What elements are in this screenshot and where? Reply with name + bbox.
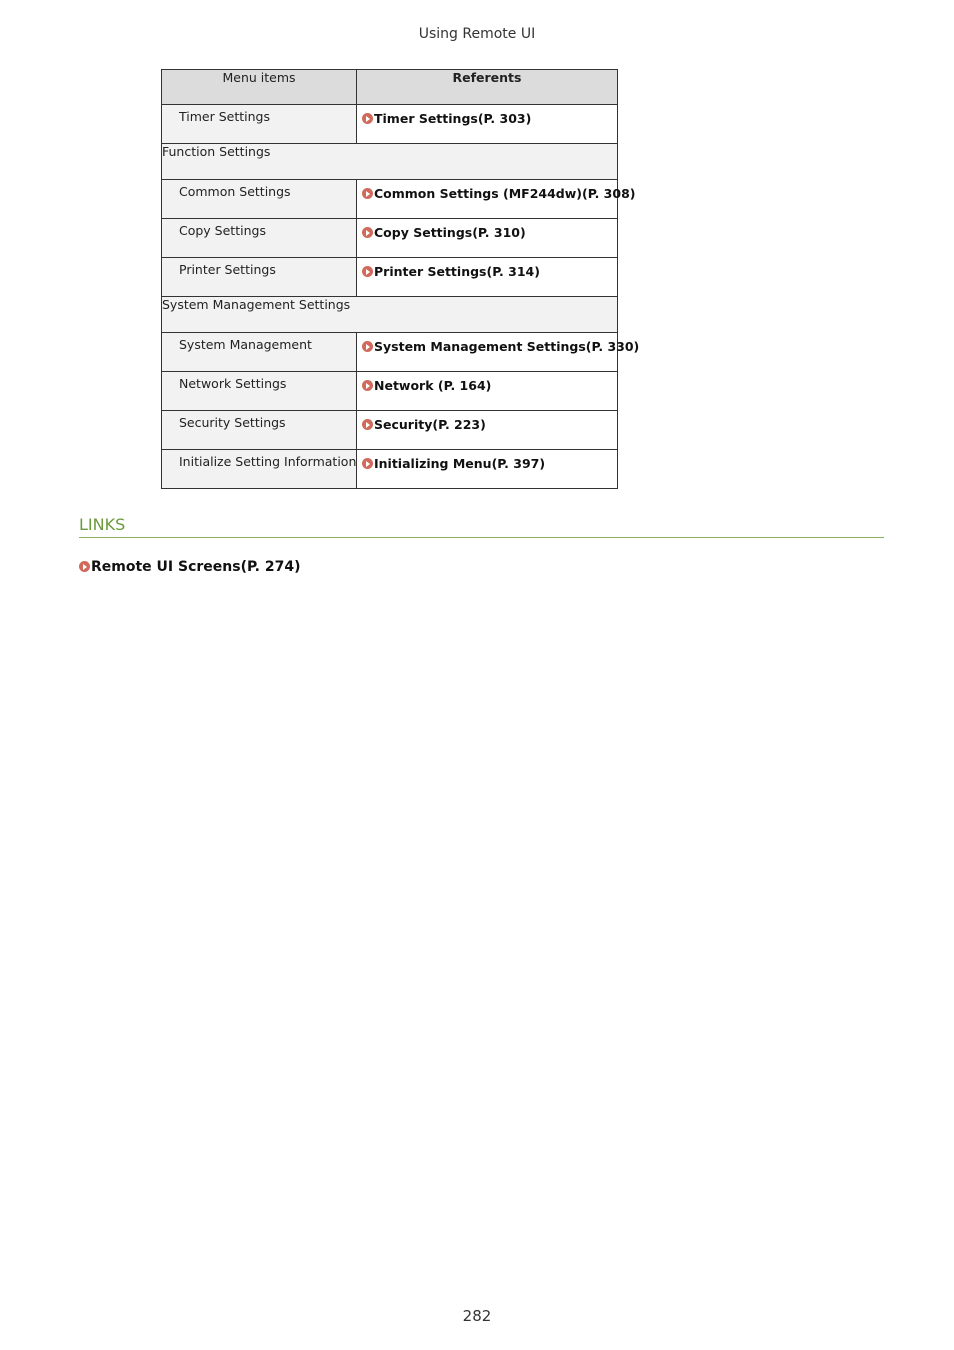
running-header: Using Remote UI: [418, 26, 536, 42]
table-row: [162, 219, 618, 258]
column-header-referents: Referents: [357, 70, 618, 105]
referent-link-label: System Management Settings(P. 330): [374, 339, 640, 354]
table-row: [162, 180, 618, 219]
referent-link-label: Initializing Menu(P. 397): [374, 456, 546, 471]
menu-item-cell: System Management: [162, 333, 357, 372]
menu-item-cell: Security Settings: [162, 411, 357, 450]
link-arrow-icon: [362, 419, 373, 430]
links-section-heading: LINKS: [79, 515, 884, 538]
referent-link-label: Common Settings (MF244dw)(P. 308): [374, 186, 636, 201]
menu-item-cell: Printer Settings: [162, 258, 357, 297]
column-header-menu-items: Menu items: [162, 70, 357, 105]
link-arrow-icon: [362, 227, 373, 238]
link-arrow-icon: [79, 561, 90, 572]
menu-item-cell: Copy Settings: [162, 219, 357, 258]
menu-item-cell: Common Settings: [162, 180, 357, 219]
link-arrow-icon: [362, 341, 373, 352]
referent-link-label: Security(P. 223): [374, 417, 486, 432]
referent-link-label: Timer Settings(P. 303): [374, 111, 532, 126]
table-row: [162, 372, 618, 411]
link-arrow-icon: [362, 458, 373, 469]
link-arrow-icon: [362, 266, 373, 277]
group-label: Function Settings: [162, 144, 618, 180]
referent-link[interactable]: [357, 450, 618, 489]
table-group-row: [162, 297, 618, 333]
table-header-row: [162, 70, 618, 105]
table-row: [162, 258, 618, 297]
referent-link[interactable]: [357, 258, 618, 297]
referent-link-label: Network (P. 164): [374, 378, 492, 393]
referent-link[interactable]: [357, 411, 618, 450]
menu-item-cell: Timer Settings: [162, 105, 357, 144]
menu-items-table: [161, 69, 640, 489]
menu-item-cell: Network Settings: [162, 372, 357, 411]
referent-link[interactable]: [357, 219, 618, 258]
table-row: [162, 450, 618, 489]
referent-link[interactable]: [357, 333, 640, 372]
related-link[interactable]: [79, 559, 300, 575]
table-group-row: [162, 144, 618, 180]
link-arrow-icon: [362, 380, 373, 391]
page-number: 282: [462, 1307, 492, 1325]
menu-item-cell: Initialize Setting Information: [162, 450, 357, 489]
referent-link[interactable]: [357, 372, 618, 411]
referent-link[interactable]: [357, 180, 636, 219]
referent-link-label: Printer Settings(P. 314): [374, 264, 540, 279]
table-row: [162, 411, 618, 450]
related-link-label: Remote UI Screens(P. 274): [91, 559, 301, 575]
link-arrow-icon: [362, 188, 373, 199]
group-label: System Management Settings: [162, 297, 618, 333]
referent-link-label: Copy Settings(P. 310): [374, 225, 526, 240]
link-arrow-icon: [362, 113, 373, 124]
table-row: [162, 105, 618, 144]
table-row: [162, 333, 618, 372]
referent-link[interactable]: [357, 105, 618, 144]
